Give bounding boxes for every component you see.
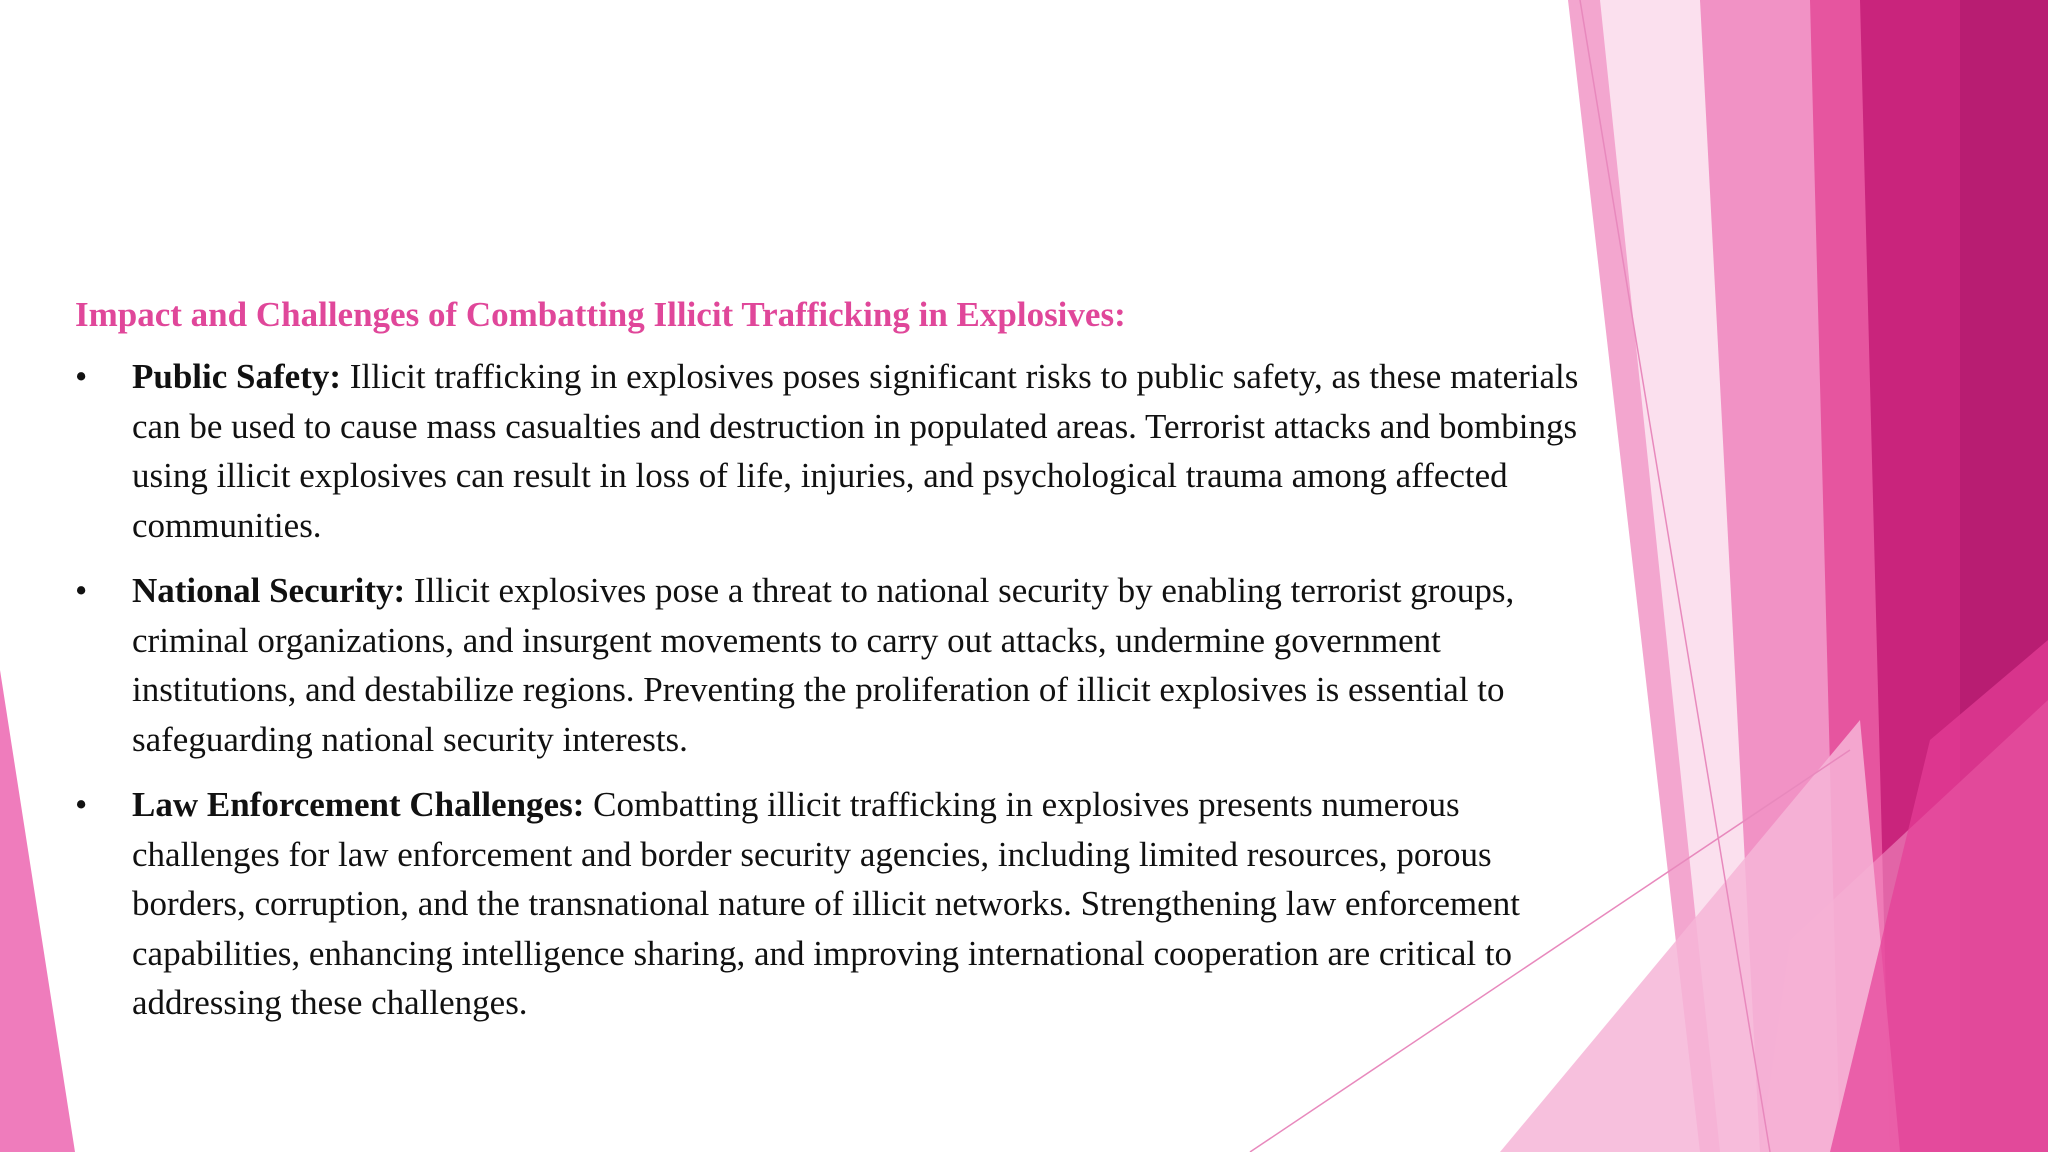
bullet-text: Combatting illicit trafficking in explosives presents numerous challenges for law enforcement and border security agencies, including limited resources, porous borders, corruption, and the transnational nature of illicit networks. Strengthening law enforcement capabilities, enhancing intelligence sharing, and improving international cooperation are critical to addressing these challenges.: [132, 785, 1520, 1022]
bullet-text: Illicit explosives pose a threat to national security by enabling terrorist groups, criminal organizations, and insurgent movements to carry out attacks, undermine government institutions, and destabilize regions. Preventing the proliferation of illicit explosives is essential to safeguarding national security interests.: [132, 571, 1515, 759]
bullet-icon: •: [75, 785, 88, 824]
bullet-icon: •: [75, 357, 88, 396]
bullet-icon: •: [75, 571, 88, 610]
bullet-label: Law Enforcement Challenges:: [132, 785, 585, 824]
bullet-list: [75, 352, 1595, 1028]
bullet-label: Public Safety:: [132, 357, 342, 396]
bullet-label: National Security:: [132, 571, 406, 610]
list-item: [75, 780, 1595, 1028]
list-item: [75, 352, 1595, 550]
list-item: [75, 566, 1595, 764]
bullet-text: Illicit trafficking in explosives poses significant risks to public safety, as these materials can be used to cause mass casualties and destruction in populated areas. Terrorist attacks and bombings using illicit explosives can result in loss of life, injuries, and psychological trauma among affected communities.: [132, 357, 1579, 545]
slide-heading: Impact and Challenges of Combatting Illicit Trafficking in Explosives:: [75, 295, 1126, 334]
slide-content: [75, 290, 1595, 1044]
left-accent-shape: [0, 670, 75, 1152]
